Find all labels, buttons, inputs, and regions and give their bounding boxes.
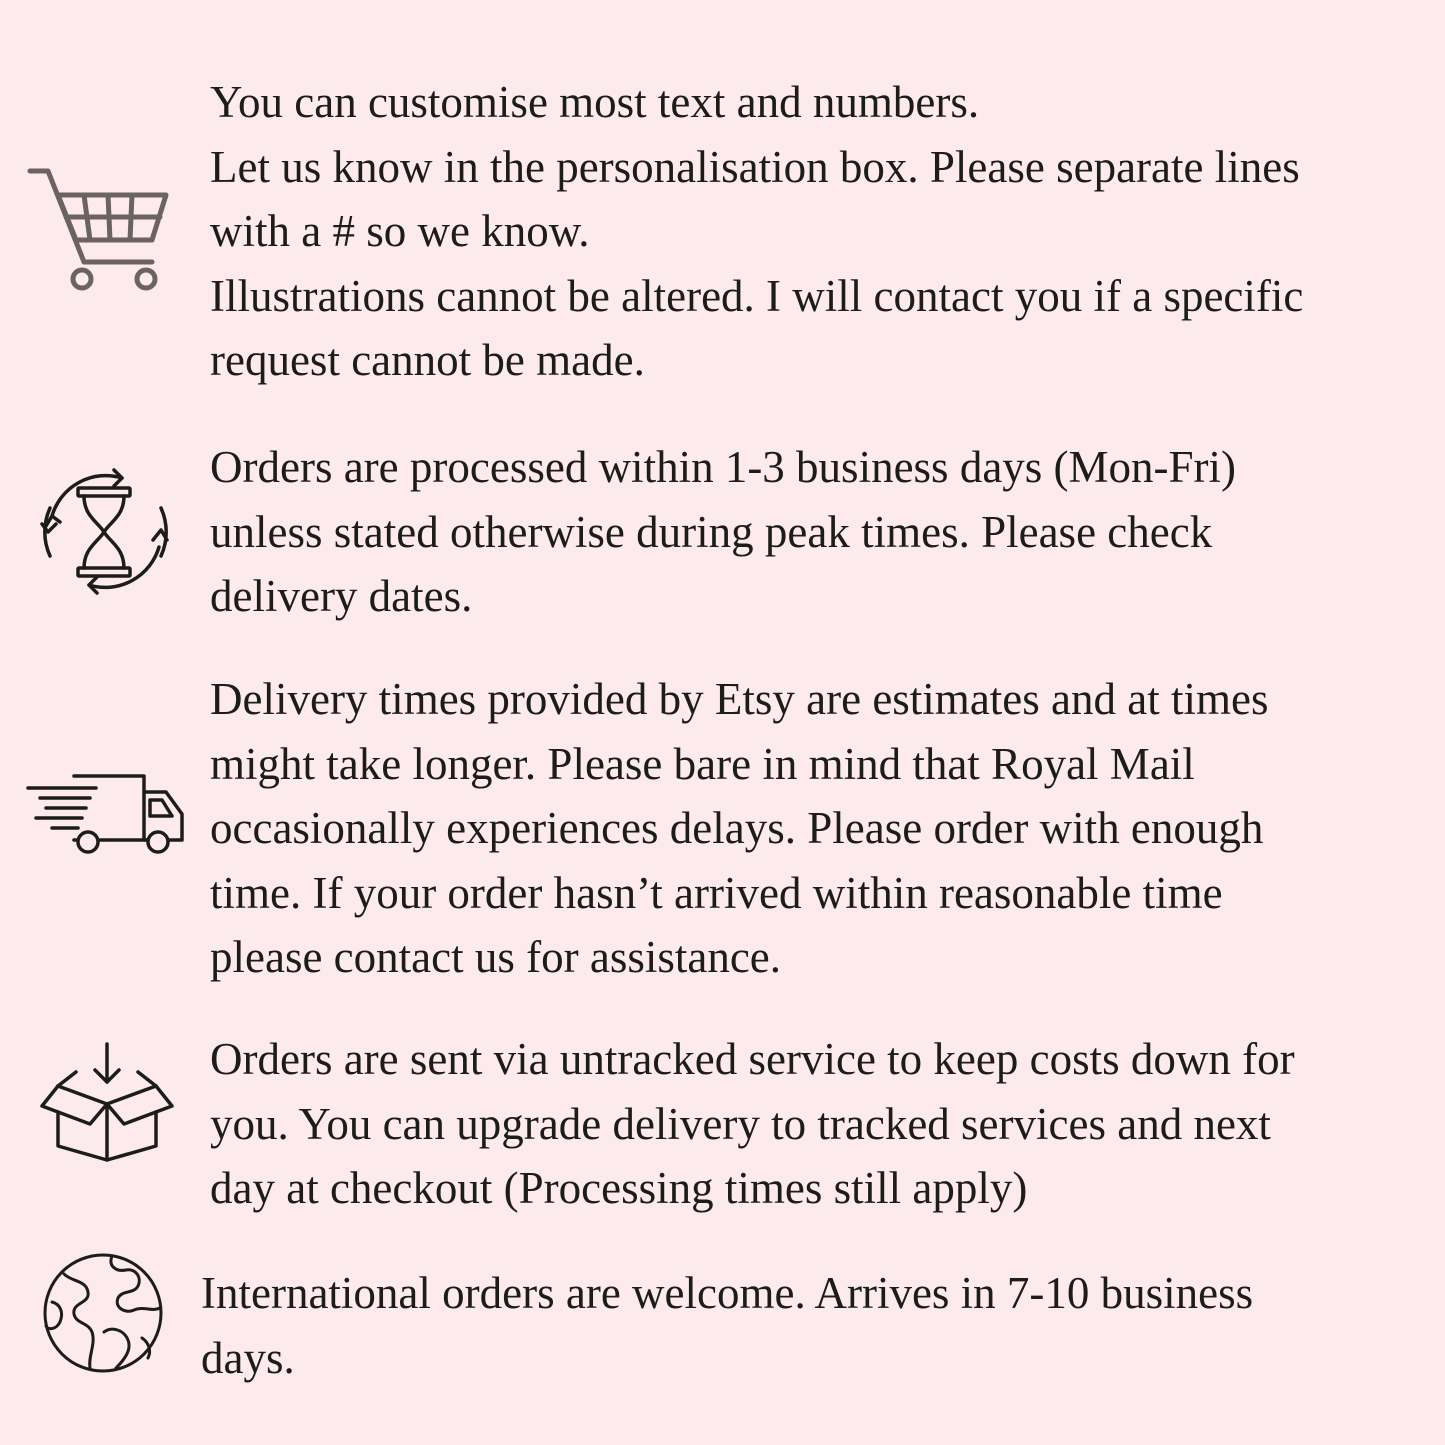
delivery-truck-icon	[26, 770, 186, 858]
delivery-text	[210, 667, 1425, 990]
text-line: request cannot be made.	[210, 335, 645, 385]
text-line: you. You can upgrade delivery to tracked services and next	[210, 1098, 1271, 1149]
processing-text	[210, 435, 1425, 629]
text-line: Orders are sent via untracked service to keep costs down for	[210, 1034, 1295, 1084]
text-line: Illustrations cannot be altered. I will contact you if a specific	[210, 270, 1304, 321]
globe-icon	[42, 1252, 164, 1374]
text-line: time. If your order hasn’t arrived within reasonable time	[210, 867, 1223, 918]
text-line: occasionally experiences delays. Please order with enough	[210, 803, 1264, 853]
text-line: might take longer. Please bare in mind that Royal Mail	[210, 738, 1195, 789]
text-line: Orders are processed within 1-3 business days (Mon-Fri)	[210, 442, 1237, 492]
package-box-icon	[40, 1042, 175, 1164]
text-line: please contact us for assistance.	[210, 932, 782, 982]
text-line: Let us know in the personalisation box. Please separate lines	[210, 141, 1300, 192]
text-line: days.	[201, 1332, 295, 1383]
text-line: delivery dates.	[210, 571, 473, 621]
text-line: unless stated otherwise during peak times. Please check	[210, 506, 1213, 557]
text-line: Delivery times provided by Etsy are estimates and at times	[210, 674, 1269, 724]
text-line: International orders are welcome. Arrives in 7-10 business	[201, 1268, 1254, 1318]
text-line: with a # so we know.	[210, 206, 590, 256]
shopping-cart-icon	[26, 165, 171, 295]
text-line: day at checkout (Processing times still apply)	[210, 1163, 1028, 1213]
customisation-text	[210, 70, 1425, 393]
shipping-text	[210, 1027, 1425, 1221]
international-text	[201, 1261, 1416, 1390]
text-line: You can customise most text and numbers.	[210, 77, 980, 127]
hourglass-cycle-icon	[38, 464, 173, 599]
